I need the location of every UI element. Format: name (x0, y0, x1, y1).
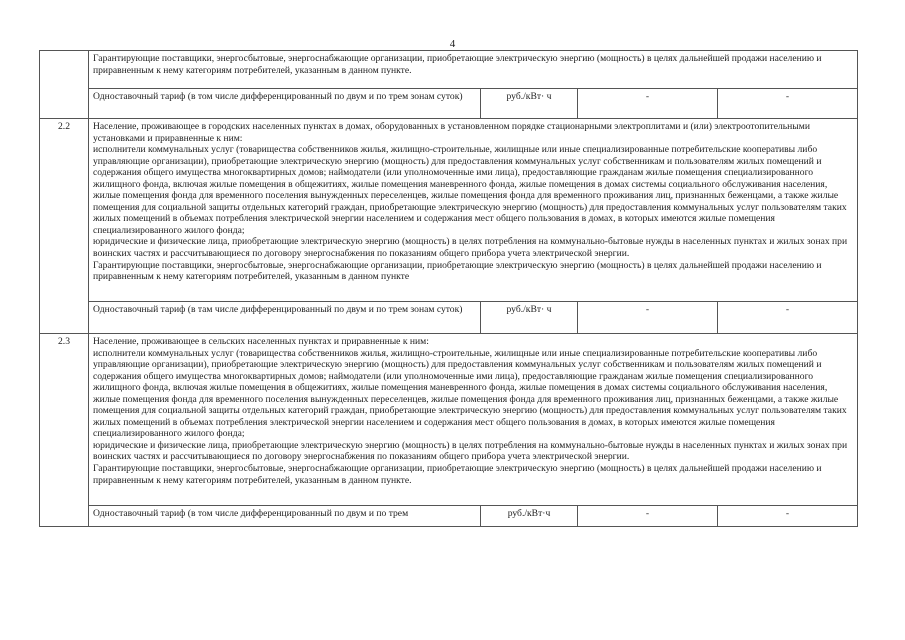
description-cell (89, 119, 858, 302)
unit-cell: руб./кВт· ч (481, 89, 578, 119)
tariff-label: Одноставочный тариф (в там числе дифференцированный по двум и по трем зонам суток) (89, 302, 481, 334)
table-row (40, 119, 858, 302)
paragraph: юридические и физические лица, приобретающие электрическую энергию (мощность) в целях потребления на коммунально-бытовые нужды в населенных пунктах и жилых зонах при воинских частях и рассчитывающиеся по договору энергоснабжения по показаниям общего прибора учета электрической энергии. (93, 236, 848, 260)
paragraph: Гарантирующие поставщики, энергосбытовые, энергоснабжающие организации, приобретающие электрическую энергию (мощность) в целях дальнейшей продажи населению и приравненным к нему категориям потребителей, указанным в данном пункте (93, 259, 822, 283)
value-cell: - (578, 89, 718, 119)
unit-cell: руб./кВт· ч (481, 302, 578, 334)
paragraph: Население, проживающее в городских населенных пунктах в домах, оборудованных в установленном порядке стационарными электроплитами и (или) электроотопительными установками и приравненные к ним: (93, 121, 810, 144)
paragraph: исполнители коммунальных услуг (товарищества собственников жилья, жилищно-строительные, жилищные или иные специализированные потребительские кооперативы либо управляющие организации), приобретающие электрическую энергию (мощность) для предоставления коммунальных услуг собственникам и пользователям жилых помещений и содержания общего имущества многоквартирных домов; наймодатели (или уполномоченные ими лица), предоставляющие гражданам жилые помещения специализированного жилищного фонда, включая жилые помещения в общежитиях, жилые помещения маневренного фонда, жилые помещения в домах системы социального обслуживания населения, жилые помещения фонда для временного поселения вынужденных переселенцев, жилые помещения фонда для временного проживания лиц, признанных беженцами, а также жилые помещения для социальной защиты отдельных категорий граждан, приобретающие электрическую энергию (мощность) для предоставления коммунальных услуг пользователям таких жилых помещений в объемах потребления электрической энергии населением и содержания мест общего пользования в домах, в которых имеются жилые помещения специализированного жилого фонда; (93, 347, 847, 440)
paragraph: Население, проживающее в сельских населенных пунктах и приравненные к ним: (93, 336, 429, 347)
tariff-label: Одноставочный тариф (в том числе дифференцированный по двум и по трем зонам суток) (89, 89, 481, 119)
unit-cell: руб./кВт·ч (481, 506, 578, 527)
value-cell: - (578, 302, 718, 334)
tariff-row (40, 89, 858, 119)
page-number: 4 (449, 38, 456, 50)
description-cell (89, 51, 858, 89)
value-cell: - (718, 302, 858, 334)
tariff-row (40, 302, 858, 334)
tariff-table (39, 50, 858, 527)
number-cell (40, 51, 89, 119)
section-number: 2.3 (40, 334, 89, 527)
paragraph: Гарантирующие поставщики, энергосбытовые, энергоснабжающие организации, приобретающие электрическую энергию (мощность) в целях дальнейшей продажи населению и приравненным к нему категориям потребителей, указанным в данном пункте. (93, 463, 822, 486)
tariff-label: Одноставочный тариф (в том числе дифференцированный по двум и по трем (89, 506, 481, 527)
paragraph: юридические и физические лица, приобретающие электрическую энергию (мощность) в целях потребления на коммунально-бытовые нужды в населенных пунктах и жилых зонах при воинских частях и рассчитывающиеся по договору энергоснабжения по показаниям общего прибора учета электрической энергии. (93, 439, 848, 463)
table-row (40, 334, 858, 506)
description-text: Гарантирующие поставщики, энергосбытовые, энергоснабжающие организации, приобретающие электрическую энергию (мощность) в целях дальнейшей продажи населению и приравненным к нему категориям потребителей, указанным в данном пункте. (93, 53, 822, 76)
value-cell: - (578, 506, 718, 527)
table-row (40, 51, 858, 89)
description-cell (89, 334, 858, 506)
tariff-row (40, 506, 858, 527)
value-cell: - (718, 89, 858, 119)
paragraph: исполнители коммунальных услуг (товарищества собственников жилья, жилищно-строительные, жилищные или иные специализированные потребительские кооперативы либо управляющие организации), приобретающие электрическую энергию (мощность) для предоставления коммунальных услуг собственникам и пользователям жилых помещений и содержания общего имущества многоквартирных домов; наймодатели (или уполномоченные ими лица), предоставляющие гражданам жилые помещения специализированного жилищного фонда, включая жилые помещения в общежитиях, жилые помещения маневренного фонда, жилые помещения в домах системы социального обслуживания населения, жилые помещения фонда для временного поселения вынужденных переселенцев, жилые помещения фонда для временного проживания лиц, признанных беженцами, а также жилые помещения для социальной защиты отдельных категорий граждан, приобретающие электрическую энергию (мощность) для предоставления коммунальных услуг пользователям таких жилых помещений в объемах потребления электрической энергии населением и содержания мест общего пользования в домах, в которых имеются жилые помещения специализированного жилого фонда; (93, 144, 847, 236)
value-cell: - (718, 506, 858, 527)
section-number: 2.2 (40, 119, 89, 334)
